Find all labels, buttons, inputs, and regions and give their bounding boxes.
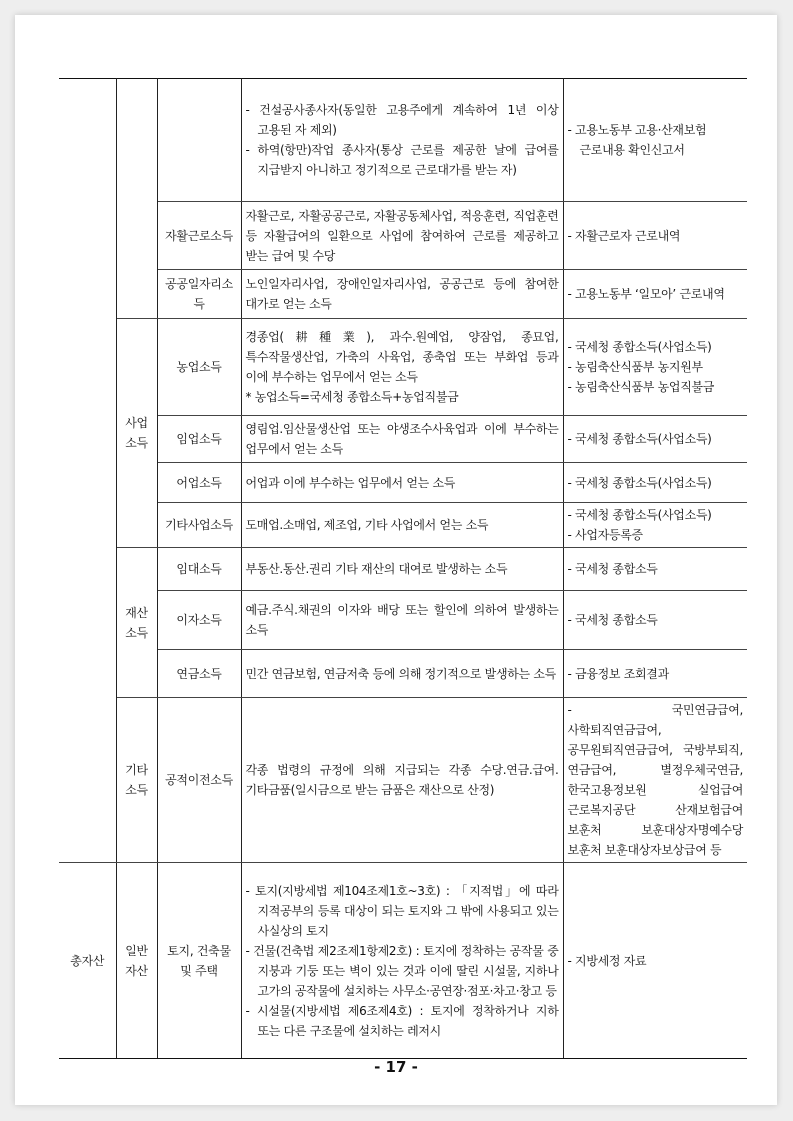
description-cell <box>241 416 563 463</box>
source-cell <box>563 503 747 548</box>
source-line: - 국세청 종합소득 <box>567 562 658 576</box>
source-line: - 국세청 종합소득(사업소득) <box>567 508 712 522</box>
description-cell <box>241 698 563 863</box>
table-row <box>59 319 747 416</box>
page-number: - 17 - <box>374 1058 418 1076</box>
income-type-cell: 자활근로소득 <box>157 202 241 270</box>
description-line: 경종업(耕種業), 과수.원예업, 양잠업, 종묘업, 특수작물생산업, 가축의 사육업, 종축업 또는 부화업 등과 이에 부수하는 업무에서 얻는 소득 <box>245 330 559 384</box>
document-page <box>15 15 777 1105</box>
income-type-cell: 기타사업소득 <box>157 503 241 548</box>
source-cell <box>563 79 747 202</box>
description-line: 어업과 이에 부수하는 업무에서 얻는 소득 <box>245 475 456 490</box>
description-cell <box>241 463 563 503</box>
table-row <box>59 79 747 202</box>
description-line: 도매업.소매업, 제조업, 기타 사업에서 얻는 소득 <box>245 518 489 532</box>
description-cell <box>241 548 563 591</box>
source-cell <box>563 698 747 863</box>
income-type-cell: 연금소득 <box>157 650 241 698</box>
table-row <box>59 548 747 591</box>
source-cell <box>563 650 747 698</box>
source-cell <box>563 270 747 319</box>
source-line: - 국세청 종합소득(사업소득) <box>567 340 712 354</box>
source-line: - 국민연금급여, 사학퇴직연금급여, 공무원퇴직연금급여, 국방부퇴직, 연금급여, 별정우체국연금, 한국고용정보원 실업급여 근로복지공단 산재보험급여 보훈처 보훈대상자명예수당 보훈처 보훈대상자보상급여 등 <box>567 703 743 857</box>
income-type-cell: 토지, 건축물 및 주택 <box>157 863 241 1059</box>
description-line: - 토지(지방세법 제104조제1호~3호) : 「지적법」에 따라 지적공부의 등록 대상이 되는 토지와 그 밖에 사용되고 있는 사실상의 토지 <box>245 883 559 938</box>
source-cell <box>563 319 747 416</box>
table-row <box>59 503 747 548</box>
description-line: - 하역(항만)작업 종사자(통상 근로를 제공한 날에 급여를 지급받지 아니하고 정기적으로 근로대가를 받는 자) <box>245 143 559 177</box>
income-type-cell: 임업소득 <box>157 416 241 463</box>
income-type-cell: 어업소득 <box>157 463 241 503</box>
description-line: 예금.주식.채권의 이자와 배당 또는 할인에 의하여 발생하는 소득 <box>245 603 559 637</box>
income-type-cell: 이자소득 <box>157 591 241 650</box>
source-line: - 국세청 종합소득 <box>567 613 658 627</box>
category-cell: 사업소득 <box>116 319 157 548</box>
table-row <box>59 270 747 319</box>
income-type-cell: 농업소득 <box>157 319 241 416</box>
table-row <box>59 591 747 650</box>
income-type-cell <box>157 79 241 202</box>
income-type-cell: 임대소득 <box>157 548 241 591</box>
category-cell-blank <box>116 79 157 319</box>
description-line: - 시설물(지방세법 제6조제4호) : 토지에 정착하거나 지하 또는 다른 구조물에 설치하는 레저시 <box>245 1003 559 1038</box>
group-cell-blank <box>59 79 116 863</box>
source-line: - 사업자등록증 <box>567 528 643 542</box>
income-type-cell: 공적이전소득 <box>157 698 241 863</box>
description-line: 민간 연금보험, 연금저축 등에 의해 정기적으로 발생하는 소득 <box>245 666 556 681</box>
description-cell <box>241 79 563 202</box>
source-line: - 고용노동부 ‘일모아’ 근로내역 <box>567 287 725 301</box>
table-row <box>59 863 747 1059</box>
source-cell <box>563 548 747 591</box>
source-cell <box>563 863 747 1059</box>
description-cell <box>241 591 563 650</box>
description-line: 노인일자리사업, 장애인일자리사업, 공공근로 등에 참여한 대가로 얻는 소득 <box>245 277 559 311</box>
description-cell <box>241 202 563 270</box>
source-line: - 농림축산식품부 농업직불금 <box>567 380 715 394</box>
description-note: * 농업소득=국세청 종합소득+농업직불금 <box>245 390 459 404</box>
category-cell: 재산소득 <box>116 548 157 698</box>
description-line: 영림업.임산물생산업 또는 야생조수사육업과 이에 부수하는 업무에서 얻는 소득 <box>245 422 559 456</box>
description-cell <box>241 503 563 548</box>
source-line: - 지방세정 자료 <box>567 953 647 968</box>
source-line: - 자활근로자 근로내역 <box>567 228 681 243</box>
source-cell <box>563 463 747 503</box>
source-line: - 고용노동부 고용·산재보험 근로내용 확인신고서 <box>567 123 707 157</box>
source-cell <box>563 202 747 270</box>
group-cell: 총자산 <box>59 863 116 1059</box>
source-line: - 국세청 종합소득(사업소득) <box>567 475 712 490</box>
source-line: - 농림축산식품부 농지원부 <box>567 360 703 374</box>
source-line: - 국세청 종합소득(사업소득) <box>567 432 712 446</box>
description-cell <box>241 319 563 416</box>
source-cell <box>563 416 747 463</box>
income-assets-table <box>59 78 747 1059</box>
description-line: - 건물(건축법 제2조제1항제2호) : 토지에 정착하는 공작물 중 지붕과 기둥 또는 벽이 있는 것과 이에 딸린 시설물, 지하나 고가의 공작물에 설치하는 사무소·공연장·점포·차고·창고 등 <box>245 943 559 998</box>
category-cell: 기타소득 <box>116 698 157 863</box>
description-line: 부동산.동산.권리 기타 재산의 대여로 발생하는 소득 <box>245 562 508 576</box>
description-cell <box>241 863 563 1059</box>
table-row <box>59 202 747 270</box>
table-row <box>59 416 747 463</box>
table-row <box>59 463 747 503</box>
description-cell <box>241 270 563 319</box>
category-cell: 일반자산 <box>116 863 157 1059</box>
source-line: - 금융정보 조회결과 <box>567 666 669 681</box>
source-cell <box>563 591 747 650</box>
description-line: - 건설공사종사자(동일한 고용주에게 계속하여 1년 이상 고용된 자 제외) <box>245 103 559 137</box>
description-line: 자활근로, 자활공공근로, 자활공동체사업, 적응훈련, 직업훈련 등 자활급여의 일환으로 사업에 참여하여 근로를 제공하고 받는 급여 및 수당 <box>245 208 559 263</box>
description-cell <box>241 650 563 698</box>
income-type-cell: 공공일자리소득 <box>157 270 241 319</box>
table-row <box>59 650 747 698</box>
description-line: 각종 법령의 규정에 의해 지급되는 각종 수당.연금.급여.기타금품(일시금으로 받는 금품은 재산으로 산정) <box>245 763 559 797</box>
table-row <box>59 698 747 863</box>
